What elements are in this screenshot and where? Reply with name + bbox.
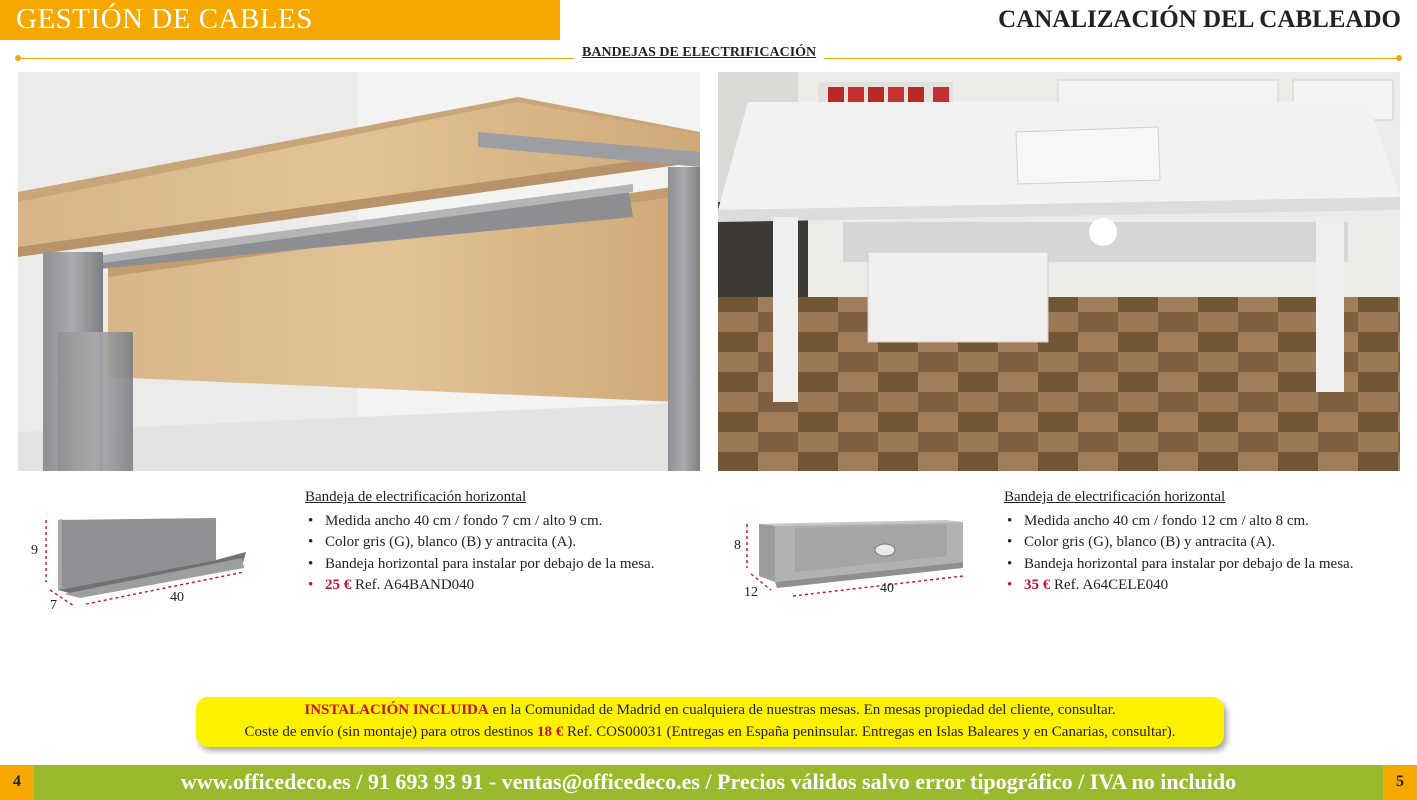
desk-render-illustration (18, 72, 700, 471)
product-1-bullet-install: • Bandeja horizontal para instalar por debajo de la mesa. (305, 554, 705, 576)
product-1-ref: Ref. A64BAND040 (355, 577, 475, 593)
section-divider-dot-left (15, 55, 21, 61)
section-title: BANDEJAS DE ELECTRIFICACIÓN (574, 45, 824, 61)
section-divider-dot-right (1396, 55, 1402, 61)
product-1-description (305, 487, 705, 597)
notice-line-2-pre: Coste de envío (sin montaje) para otros destinos (244, 724, 537, 740)
header-bar (0, 0, 1417, 40)
tray-2-dim-height: 8 (734, 538, 741, 553)
page-number-left: 4 (0, 765, 34, 800)
product-1-bullet-size: • Medida ancho 40 cm / fondo 7 cm / alto 9 cm. (305, 511, 705, 533)
product-2-bullet-size: • Medida ancho 40 cm / fondo 12 cm / alto 8 cm. (1004, 511, 1404, 533)
product-2-price-line (1004, 575, 1404, 597)
footer-bar (0, 765, 1417, 800)
installation-notice (196, 697, 1224, 747)
tray-2-dim-width: 40 (880, 581, 894, 596)
product-2-bullet-install: • Bandeja horizontal para instalar por debajo de la mesa. (1004, 554, 1404, 576)
notice-line-2 (196, 721, 1224, 743)
notice-line-2-post: Ref. COS00031 (Entregas en España peninsular. Entregas en Islas Baleares y en Canarias, consultar). (563, 724, 1176, 740)
product-1-price: 25 € (325, 577, 352, 593)
product-2-bullet-color: • Color gris (G), blanco (B) y antracita (A). (1004, 532, 1404, 554)
product-1-price-line (305, 575, 705, 597)
photo-desk-render (18, 72, 700, 471)
page-number-right: 5 (1383, 765, 1417, 800)
photo-desk-real (718, 72, 1400, 471)
product-2-description (1004, 487, 1404, 597)
tray-diagram-1 (36, 510, 266, 615)
product-2-price: 35 € (1024, 577, 1051, 593)
tray-1-dim-depth: 7 (50, 598, 57, 613)
footer-contact-text: www.officedeco.es / 91 693 93 91 - ventas@officedeco.es / Precios válidos salvo error tipográfico / IVA no incluido (180, 769, 1237, 794)
tray-1-dim-height: 9 (31, 543, 38, 558)
tray-2-dim-depth: 12 (744, 585, 758, 600)
header-right (560, 0, 1417, 40)
product-1-bullets (305, 511, 705, 597)
product-2-title: Bandeja de electrificación horizontal (1004, 489, 1226, 505)
header-right-title: CANALIZACIÓN DEL CABLEADO (998, 6, 1401, 33)
notice-line-1-text: en la Comunidad de Madrid en cualquiera de nuestras mesas. En mesas propiedad del cliente, consultar. (488, 702, 1116, 718)
tray-1-dim-width: 40 (170, 590, 184, 605)
notice-line-1 (196, 699, 1224, 721)
notice-highlight: INSTALACIÓN INCLUIDA (304, 702, 489, 718)
header-left-title: GESTIÓN DE CABLES (16, 3, 313, 35)
product-2-ref: Ref. A64CELE040 (1054, 577, 1169, 593)
product-1-title: Bandeja de electrificación horizontal (305, 489, 527, 505)
tray-2-drawing (735, 510, 975, 610)
product-1-bullet-color: • Color gris (G), blanco (B) y antracita (A). (305, 532, 705, 554)
tray-diagram-2 (735, 510, 975, 610)
header-left (0, 0, 560, 40)
tray-1-drawing (36, 510, 266, 615)
desk-photo-illustration (718, 72, 1400, 471)
notice-shipping-price: 18 € (536, 724, 564, 740)
product-2-bullets (1004, 511, 1404, 597)
